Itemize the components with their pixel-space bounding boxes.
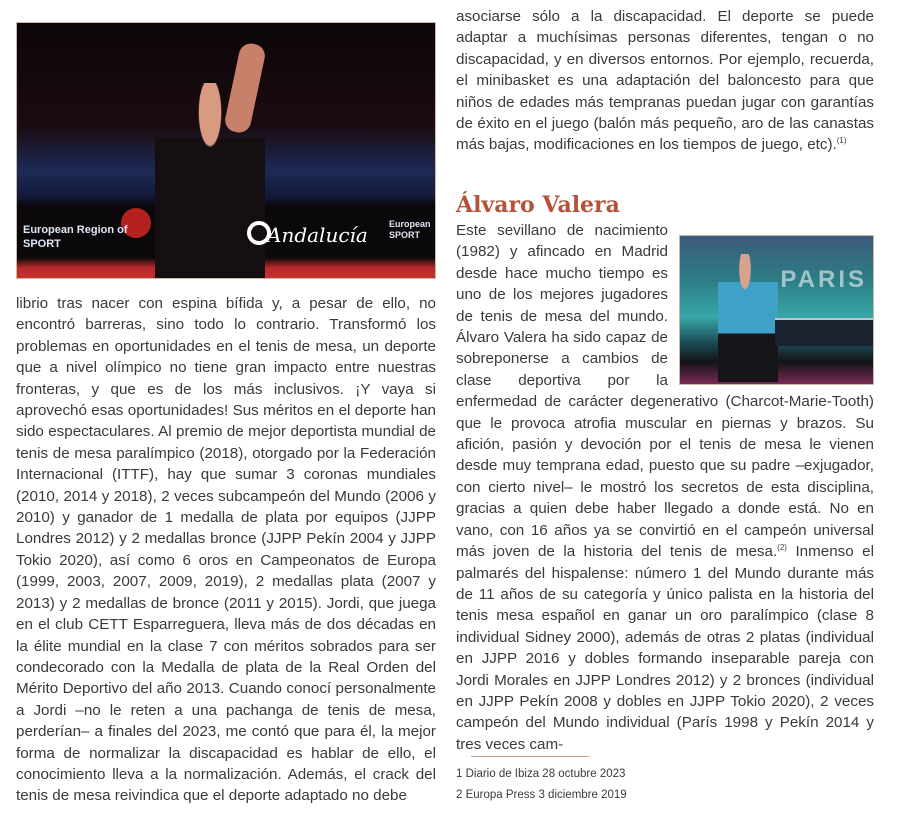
photo-alvaro-valera	[679, 235, 874, 385]
banner-left-text	[23, 223, 128, 251]
footnote-divider	[471, 756, 589, 757]
footnotes	[456, 764, 627, 806]
banner-right-line2: SPORT	[389, 230, 421, 240]
section-heading: Álvaro Valera	[456, 192, 620, 218]
player-figure	[155, 83, 265, 278]
footnote-2: 2 Europa Press 3 diciembre 2019	[456, 789, 627, 801]
footnote-ref-1[interactable]: (1)	[836, 136, 847, 146]
left-paragraph: librio tras nacer con espina bífida y, a pesar de ello, no encontró barreras, sino todo lo contrario. Transformó los problemas en oportunidades en el tenis de mesa, un deporte que a nivel olímpico no tiene gran impacto entre nuestras fronteras, y que es de los más inclusivos. ¡Y vaya si aprovechó esas oportunidades! Sus méritos en el deporte han sido espectaculares. Al premio de mejor deportista mundial de tenis de mesa paralímpico (2018), otorgado por la Federación Internacional (ITTF), hay que sumar 3 coronas mundiales (2010, 2014 y 2018), 2 veces subcampeón del Mundo (2006 y 2010) y ganador de 1 medalla de plata por equipos (JJPP Londres 2012) y 2 medallas bronce (JJPP Pekín 2004 y JJPP Tokio 2020), así como 6 oros en Campeonatos de Europa (1999, 2003, 2007, 2009, 2019), 2 medallas plata (2007 y 2013) y 2 medallas de bronce (2011 y 2015). Jordi, que juega en el club CETT Esparreguera, lleva más de dos décadas en la élite mundial en la clase 7 con méritos sobrados para ser condecorado con la Medalla de plata de la Real Orden del Mérito Deportivo del año 2013. Cuando conocí personalmente a Jordi –no le reten a una pachanga de tenis de mesa, perderían– a finales del 2023, me contó que para él, la mejor forma de normalizar la discapacidad es hablar de ello, el conocimiento lleva a la normalización. Además, el crack del tenis de mesa reivindica que el deporte adaptado no debe	[16, 295, 436, 805]
valera-text-part1: Este sevillano de nacimiento (1982) y afincado en Madrid desde hace mucho tiempo es uno de los mejores jugadores de tenis de mesa del mundo. Álvaro Valera ha sido capaz de sobreponerse a cambios de clase deportiva por la enfermedad de carácter degenerativo (Charcot-Marie-Tooth) que le provoca atrofia muscular en piernas y brazos. Su afición, pasión y devoción por el tenis de mesa le vienen desde muy temprana edad, puesto que su padre –exjugador, con cierto nivel– le mostró los secretos de esta disciplina, gracias a quien debe haber llegado a donde está. No en vano, con 16 años ya se convirtió en el campeón universal más joven de la historia del tenis de mesa.	[456, 222, 874, 561]
valera-text-part2: Inmenso el palmarés del hispalense: número 1 del Mundo durante más de 11 años de su categoría y único palista en la historia del tenis mesa español en ganar un oro paralímpico (clase 8 individual Sidney 2000), además de otras 2 platas (individual en JJPP 2016 y dobles formando inseparable pareja con Jordi Morales en JJPP Londres 2012) y 2 bronces (individual en JJPP Pekín 2008 y dobles en JJPP Tokio 2020), 2 veces campeón del Mundo individual (París 1998 y Pekín 2014 y tres veces cam-	[456, 543, 874, 753]
banner-left-line1: European Region of	[23, 224, 128, 236]
player-figure	[718, 254, 778, 382]
intro-paragraph	[456, 6, 874, 156]
banner-left-line2: SPORT	[23, 238, 61, 250]
paris-backdrop-text: PARIS	[780, 266, 867, 293]
footnote-1: 1 Diario de Ibiza 28 octubre 2023	[456, 768, 626, 780]
left-column	[16, 293, 436, 807]
banner-right-text	[389, 219, 431, 241]
banner-brand-text: Andalucía	[267, 223, 368, 247]
intro-text: asociarse sólo a la discapacidad. El deporte se puede adaptar a muchísimas personas diferentes, tengan o no discapacidad, y en diversos entornos. Por ejemplo, recuerda, el minibasket es una adaptación del baloncesto para que niños de edades más tempranas puedan jugar con garantías de éxito en el juego (balón más pequeño, aro de las canastas más bajas, modificaciones en los tiempos de juego, etc).	[456, 8, 874, 154]
right-column-intro	[456, 6, 874, 156]
photo-celebrating-player	[16, 22, 436, 279]
table-tennis-table-shape	[775, 318, 873, 346]
banner-right-line1: European	[389, 219, 431, 229]
footnote-ref-2[interactable]: (2)	[777, 543, 787, 553]
